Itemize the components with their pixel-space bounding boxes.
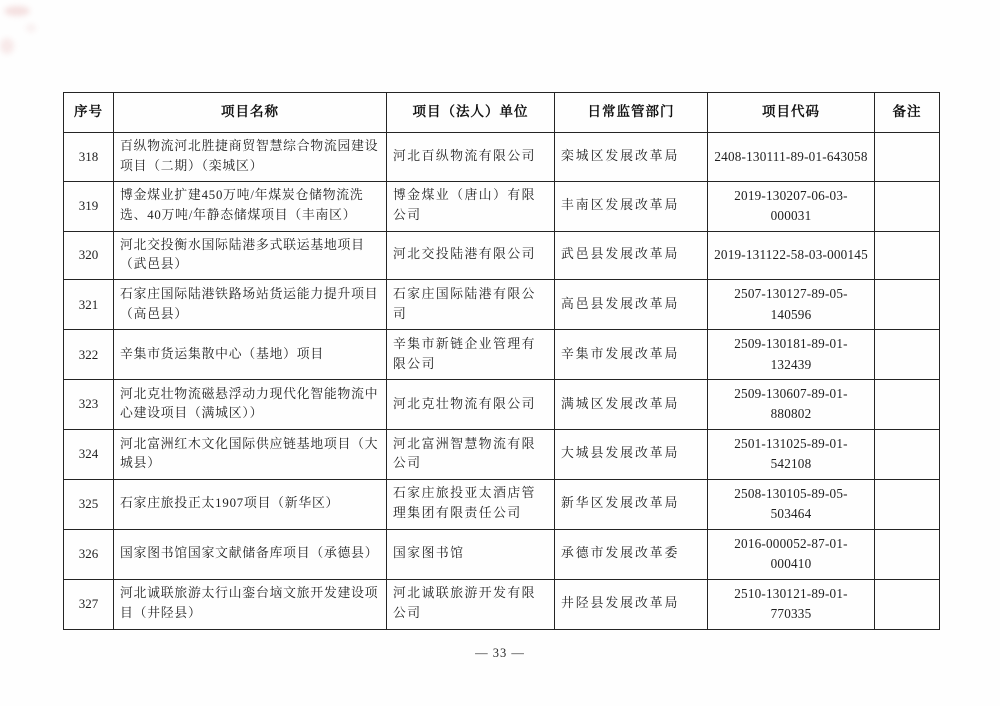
project-name-cell: 国家图书馆国家文献储备库项目（承德县） <box>114 529 387 579</box>
row-number-cell: 320 <box>64 231 114 280</box>
column-header: 项目代码 <box>708 93 875 133</box>
legal-entity-cell: 河北富洲智慧物流有限公司 <box>387 429 555 479</box>
project-name-cell: 河北克壮物流磁悬浮动力现代化智能物流中心建设项目（满城区）） <box>114 380 387 430</box>
row-number-cell: 325 <box>64 479 114 529</box>
legal-entity-cell: 河北克壮物流有限公司 <box>387 380 555 430</box>
table-row <box>64 579 940 629</box>
project-code-cell: 2408-130111-89-01-643058 <box>708 133 875 182</box>
table-row <box>64 231 940 280</box>
project-name-cell: 百纵物流河北胜捷商贸智慧综合物流园建设项目（二期）（栾城区） <box>114 133 387 182</box>
remark-cell <box>875 280 940 330</box>
legal-entity-cell: 石家庄国际陆港有限公司 <box>387 280 555 330</box>
legal-entity-cell: 博金煤业（唐山）有限公司 <box>387 181 555 231</box>
project-code-cell: 2019-131122-58-03-000145 <box>708 231 875 280</box>
project-name-cell: 石家庄旅投正太1907项目（新华区） <box>114 479 387 529</box>
supervision-dept-cell: 满城区发展改革局 <box>555 380 708 430</box>
supervision-dept-cell: 大城县发展改革局 <box>555 429 708 479</box>
row-number-cell: 324 <box>64 429 114 479</box>
supervision-dept-cell: 承德市发展改革委 <box>555 529 708 579</box>
project-code-cell: 2509-130181-89-01-132439 <box>708 330 875 380</box>
row-number-cell: 318 <box>64 133 114 182</box>
column-header: 日常监管部门 <box>555 93 708 133</box>
row-number-cell: 321 <box>64 280 114 330</box>
table-row <box>64 280 940 330</box>
supervision-dept-cell: 丰南区发展改革局 <box>555 181 708 231</box>
table-row <box>64 429 940 479</box>
remark-cell <box>875 529 940 579</box>
projects-table <box>63 92 940 630</box>
remark-cell <box>875 231 940 280</box>
legal-entity-cell: 国家图书馆 <box>387 529 555 579</box>
row-number-cell: 322 <box>64 330 114 380</box>
table-row <box>64 133 940 182</box>
remark-cell <box>875 380 940 430</box>
project-code-cell: 2016-000052-87-01-000410 <box>708 529 875 579</box>
project-name-cell: 河北富洲红木文化国际供应链基地项目（大城县） <box>114 429 387 479</box>
scan-smudge <box>4 6 30 16</box>
supervision-dept-cell: 武邑县发展改革局 <box>555 231 708 280</box>
project-code-cell: 2510-130121-89-01-770335 <box>708 579 875 629</box>
project-code-cell: 2019-130207-06-03-000031 <box>708 181 875 231</box>
legal-entity-cell: 河北百纵物流有限公司 <box>387 133 555 182</box>
project-name-cell: 河北交投衡水国际陆港多式联运基地项目（武邑县） <box>114 231 387 280</box>
supervision-dept-cell: 辛集市发展改革局 <box>555 330 708 380</box>
project-name-cell: 石家庄国际陆港铁路场站货运能力提升项目（高邑县） <box>114 280 387 330</box>
supervision-dept-cell: 井陉县发展改革局 <box>555 579 708 629</box>
legal-entity-cell: 辛集市新链企业管理有限公司 <box>387 330 555 380</box>
column-header: 备注 <box>875 93 940 133</box>
supervision-dept-cell: 栾城区发展改革局 <box>555 133 708 182</box>
remark-cell <box>875 429 940 479</box>
scan-smudge <box>26 24 36 32</box>
supervision-dept-cell: 高邑县发展改革局 <box>555 280 708 330</box>
column-header: 项目名称 <box>114 93 387 133</box>
supervision-dept-cell: 新华区发展改革局 <box>555 479 708 529</box>
remark-cell <box>875 330 940 380</box>
legal-entity-cell: 河北交投陆港有限公司 <box>387 231 555 280</box>
column-header: 序号 <box>64 93 114 133</box>
row-number-cell: 323 <box>64 380 114 430</box>
table-row <box>64 181 940 231</box>
column-header: 项目（法人）单位 <box>387 93 555 133</box>
project-name-cell: 博金煤业扩建450万吨/年煤炭仓储物流洗选、40万吨/年静态储煤项目（丰南区） <box>114 181 387 231</box>
project-name-cell: 辛集市货运集散中心（基地）项目 <box>114 330 387 380</box>
legal-entity-cell: 河北诚联旅游开发有限公司 <box>387 579 555 629</box>
legal-entity-cell: 石家庄旅投亚太酒店管理集团有限责任公司 <box>387 479 555 529</box>
row-number-cell: 327 <box>64 579 114 629</box>
remark-cell <box>875 181 940 231</box>
project-name-cell: 河北诚联旅游太行山銮台垴文旅开发建设项目（井陉县） <box>114 579 387 629</box>
project-code-cell: 2507-130127-89-05-140596 <box>708 280 875 330</box>
table-body <box>64 133 940 630</box>
scan-smudge <box>0 38 14 54</box>
table-row <box>64 380 940 430</box>
project-code-cell: 2508-130105-89-05-503464 <box>708 479 875 529</box>
row-number-cell: 319 <box>64 181 114 231</box>
remark-cell <box>875 133 940 182</box>
table-row <box>64 330 940 380</box>
page-number: — 33 — <box>475 646 525 660</box>
table-row <box>64 529 940 579</box>
table-row <box>64 479 940 529</box>
remark-cell <box>875 579 940 629</box>
row-number-cell: 326 <box>64 529 114 579</box>
project-code-cell: 2501-131025-89-01-542108 <box>708 429 875 479</box>
table-header-row <box>64 93 940 133</box>
remark-cell <box>875 479 940 529</box>
project-code-cell: 2509-130607-89-01-880802 <box>708 380 875 430</box>
